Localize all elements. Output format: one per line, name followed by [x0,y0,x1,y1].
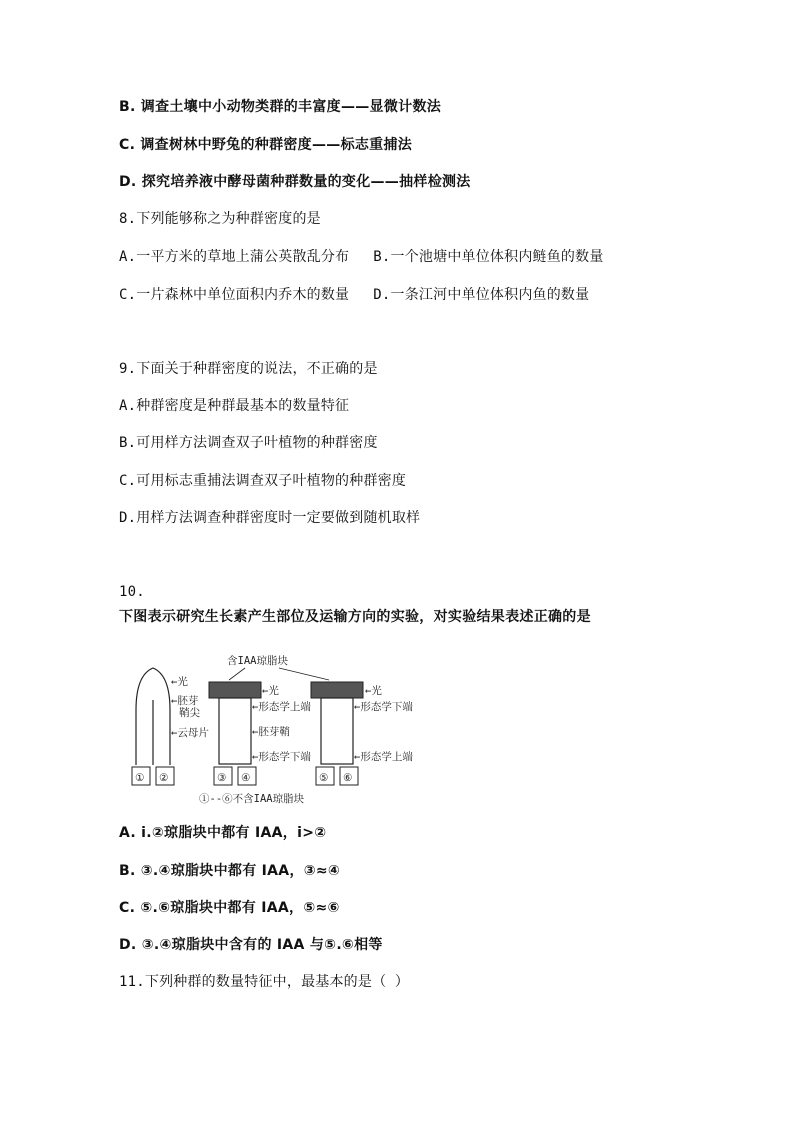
label-mica: ←云母片 [171,727,209,739]
q8-option-b: B.一个池塘中单位体积内鲢鱼的数量 [373,249,604,265]
iaa-agar-block-1 [209,682,261,698]
q8-options-row-1 [119,248,604,266]
label-light-3: ←光 [365,685,382,697]
coleoptile-segment-1 [219,698,251,764]
q11-stem: 11.下列种群的数量特征中，最基本的是（ ） [119,974,410,990]
auxin-experiment-diagram [119,650,439,808]
figure-caption: ①--⑥不含IAA琼脂块 [199,793,305,805]
label-iaa-block: 含IAA琼脂块 [227,655,288,667]
q8-option-c: C.一片森林中单位面积内乔木的数量 [119,287,350,303]
q7-option-c: C. 调查树林中野兔的种群密度——标志重捕法 [119,137,413,153]
label-morph-lower-1: ←形态学下端 [252,751,311,763]
iaa-agar-block-2 [311,682,363,698]
label-coleoptile-tip-2: 鞘尖 [179,707,200,719]
label-coleoptile-tip-1: ←胚芽 [171,695,199,707]
auxin-experiment-figure [119,650,439,808]
coleoptile-segment-2 [321,698,353,764]
q9-stem: 9.下面关于种群密度的说法，不正确的是 [119,361,378,377]
label-morph-lower-2: ←形态学下端 [354,701,413,713]
q10-option-b: B. ③.④琼脂块中都有 IAA，③≈④ [119,863,341,879]
label-morph-upper-1: ←形态学上端 [252,701,311,713]
label-light-2: ←光 [262,685,279,697]
q7-option-b: B. 调查土壤中小动物类群的丰富度——显微计数法 [119,99,442,115]
q8-option-a: A.一平方米的草地上蒲公英散乱分布 [119,249,350,265]
block-6-label: ⑥ [343,772,353,784]
block-4-label: ④ [241,772,251,784]
q8-option-d: D.一条江河中单位体积内鱼的数量 [373,287,590,303]
q9-option-a: A.种群密度是种群最基本的数量特征 [119,398,350,414]
block-1-label: ① [135,772,145,784]
q9-option-d: D.用样方法调查种群密度时一定要做到随机取样 [119,510,421,526]
q10-option-a: A. ⅰ.②琼脂块中都有 IAA，ⅰ>② [119,825,327,841]
block-5-label: ⑤ [319,772,329,784]
q9-option-b: B.可用样方法调查双子叶植物的种群密度 [119,435,378,451]
label-coleoptile: ←胚芽鞘 [252,726,290,738]
q10-stem: 下图表示研究生长素产生部位及运输方向的实验，对实验结果表述正确的是 [119,609,591,625]
q9-option-c: C.可用标志重捕法调查双子叶植物的种群密度 [119,473,407,489]
q10-number: 10. [119,584,145,600]
q10-option-d: D. ③.④琼脂块中含有的 IAA 与⑤.⑥相等 [119,937,383,953]
q10-option-c: C. ⑤.⑥琼脂块中都有 IAA，⑤≈⑥ [119,900,340,916]
label-light-1: ←光 [171,676,188,688]
coleoptile-segment-upright [209,682,311,785]
block-3-label: ③ [217,772,227,784]
coleoptile-setup [132,668,209,785]
q8-stem: 8.下列能够称之为种群密度的是 [119,211,321,227]
block-2-label: ② [159,772,169,784]
coleoptile-segment-inverted [311,682,413,785]
label-morph-upper-2: ←形态学上端 [354,751,413,763]
q8-options-row-2 [119,286,589,304]
q7-option-d: D. 探究培养液中酵母菌种群数量的变化——抽样检测法 [119,174,471,190]
